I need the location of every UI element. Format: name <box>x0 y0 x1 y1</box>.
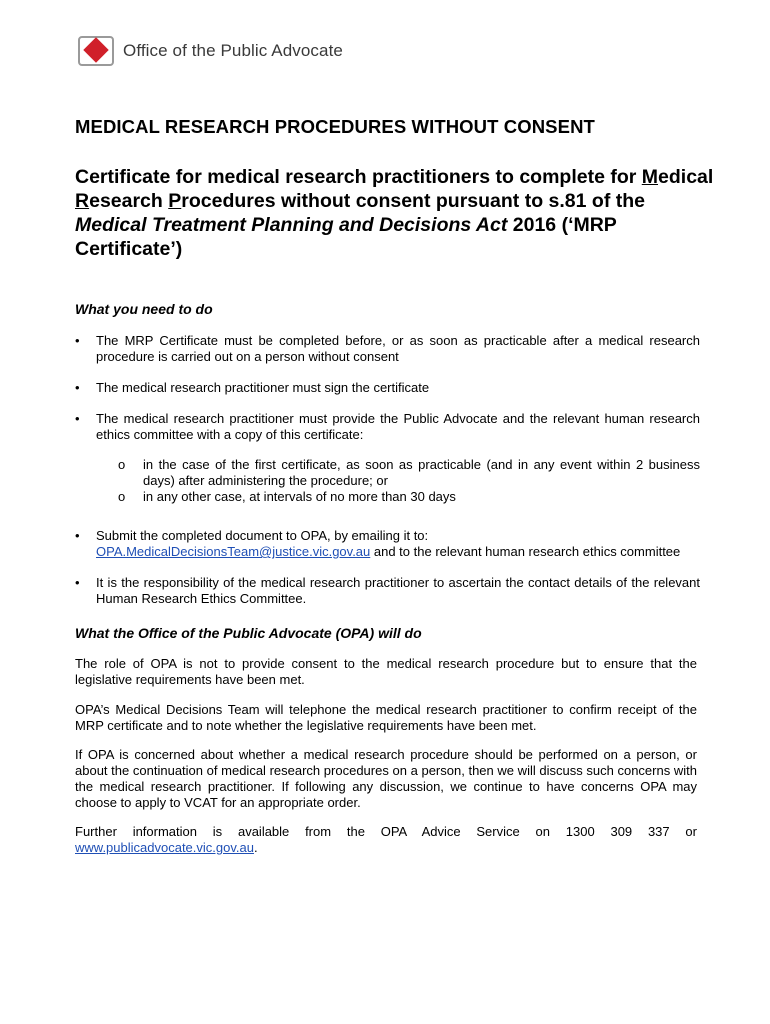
bullet-icon: • <box>75 575 80 590</box>
opa-logo <box>78 36 343 66</box>
certificate-heading: Certificate for medical research practitioners to complete for Medical Research Procedures without consent pursuant to s.81 of the Medical Treatment Planning and Decisions Act 2016 (‘MRP Certificate’) <box>75 166 714 260</box>
bullet-icon: • <box>75 528 80 543</box>
email-link[interactable]: OPA.MedicalDecisionsTeam@justice.vic.gov.au <box>96 544 371 559</box>
paragraph: The role of OPA is not to provide consent to the medical research procedure but to ensure that the legislative requirements have been met. <box>75 656 697 687</box>
bullet-icon: • <box>75 333 80 348</box>
list-item: • The medical research practitioner must sign the certificate <box>75 380 430 395</box>
bullet-icon: • <box>75 411 80 426</box>
sub-list <box>96 457 700 505</box>
further-info-paragraph: Further information is available from the OPA Advice Service on 1300 309 337 or www.publicadvocate.vic.gov.au. <box>75 824 697 855</box>
list-item: • The medical research practitioner must provide the Public Advocate and the relevant human research ethics committee with a copy of this certificate: o in the case of the first certificate, as soon as practicable (and in any event within 2 business days) after administering the procedure; or o in any other case, at intervals of no more than 30 days <box>75 411 700 504</box>
what-you-need-heading: What you need to do <box>75 301 213 317</box>
sub-list-item: o in any other case, at intervals of no more than 30 days <box>118 489 456 504</box>
opa-section-heading: What the Office of the Public Advocate (OPA) will do <box>75 625 422 641</box>
opa-diamond-icon <box>78 36 114 66</box>
instructions-list <box>75 333 700 607</box>
sub-bullet-icon: o <box>118 489 126 504</box>
website-link[interactable]: www.publicadvocate.vic.gov.au <box>75 840 254 855</box>
logo-text: Office of the Public Advocate <box>123 41 343 60</box>
sub-list-item: o in the case of the first certificate, as soon as practicable (and in any event within 2 business days) after administering the procedure; or <box>118 457 700 488</box>
list-item: • The MRP Certificate must be completed before, or as soon as practicable after a medical research procedure is carried out on a person without consent <box>75 333 700 364</box>
document-title: MEDICAL RESEARCH PROCEDURES WITHOUT CONSENT <box>75 116 595 137</box>
sub-bullet-icon: o <box>118 457 126 472</box>
paragraph: If OPA is concerned about whether a medical research procedure should be performed on a person, or about the continuation of medical research procedures on a person, then we will discuss such concerns with the medical research practitioner. If following any discussion, we continue to have concerns OPA may choose to apply to VCAT for an appropriate order. <box>75 747 697 810</box>
paragraph: OPA’s Medical Decisions Team will telephone the medical research practitioner to confirm receipt of the MRP certificate and to note whether the legislative requirements have been met. <box>75 702 697 733</box>
list-item: • It is the responsibility of the medical research practitioner to ascertain the contact details of the relevant Human Research Ethics Committee. <box>75 575 700 606</box>
bullet-icon: • <box>75 380 80 395</box>
list-item: • Submit the completed document to OPA, by emailing it to: OPA.MedicalDecisionsTeam@justice.vic.gov.au and to the relevant human research ethics committee <box>75 528 681 559</box>
